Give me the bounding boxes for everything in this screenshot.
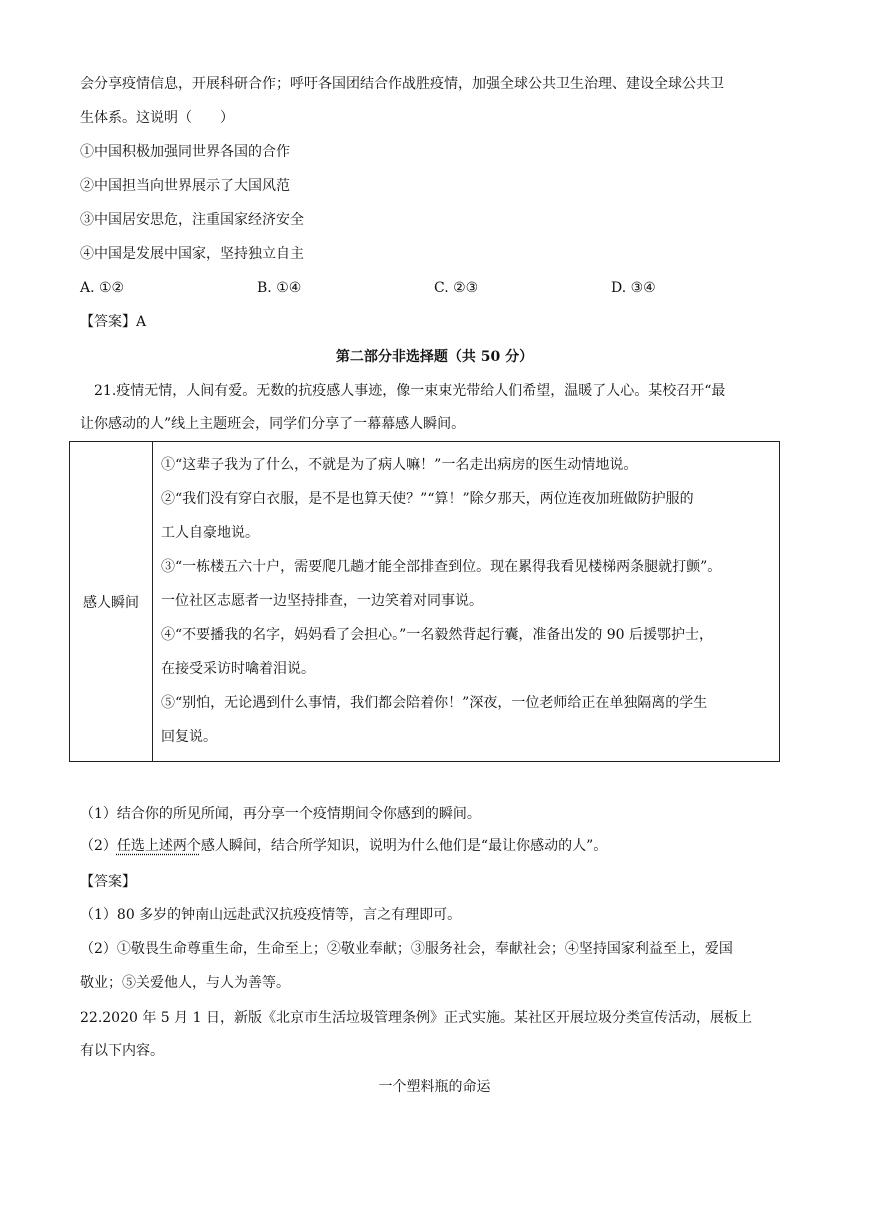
section-title: 第二部分非选择题（共 50 分） [335,349,534,365]
q20-answer: 【答案】A [80,314,147,330]
table-line: ③“一栋楼五六十户，需要爬几趟才能全部排查到位。现在累得我看见楼梯两条腿就打颤”。 [161,558,722,575]
q20-stem-line1: 会分享疫情信息，开展科研合作；呼吁各国团结合作战胜疫情，加强全球公共卫生治理、建设全球公共卫 [80,76,724,92]
q21-stem-line2: 让你感动的人”线上主题班会，同学们分享了一幕幕感人瞬间。 [80,416,466,432]
q21-sub2-prefix: （2） [80,838,117,854]
table-line: 回复说。 [161,728,217,745]
q20-option-d: D. ③④ [611,280,656,296]
table-line: ④“不要播我的名字，妈妈看了会担心。”一名毅然背起行囊，准备出发的 90 后援鄂护士， [161,626,714,643]
touching-moments-table [69,441,780,762]
table-content-cell [153,442,780,762]
q22-subtitle: 一个塑料瓶的命运 [378,1079,491,1095]
q21-sub2-rest: 感人瞬间，结合所学知识，说明为什么他们是“最让你感动的人”。 [200,838,608,854]
q20-option-b: B. ①④ [257,280,302,296]
table-line: ⑤“别怕，无论遇到什么事情，我们都会陪着你！”深夜，一位老师给正在单独隔离的学生 [161,694,708,711]
table-line: 一位社区志愿者一边坚持排查，一边笑着对同事说。 [161,592,483,609]
q21-sub2-emphasis: 任选上述两个 [116,838,201,854]
q21-stem-line1: 21.疫情无情，人间有爱。无数的抗疫感人事迹，像一束束光带给人们希望，温暖了人心。某校召开“最 [94,383,726,399]
q20-stem-line2: 生体系。这说明（ ） [80,110,234,126]
table-line: ②“我们没有穿白衣服，是不是也算天使？”“算！”除夕那天，两位连夜加班做防护服的 [161,490,694,507]
q21-answer-label: 【答案】 [80,874,136,890]
q20-option-a: A. ①② [80,280,125,296]
table-label-cell [70,442,153,762]
q21-answer-2-line1: （2）①敬畏生命尊重生命，生命至上；②敬业奉献；③服务社会，奉献社会；④坚持国家利益至上，爱国 [80,941,733,957]
q20-option-c: C. ②③ [434,280,479,296]
q21-answer-2-line2: 敬业；⑤关爱他人，与人为善等。 [80,975,290,991]
q21-sub1: （1）结合你的所见所闻，再分享一个疫情期间令你感到的瞬间。 [80,806,481,822]
q20-statement-4: ④中国是发展中国家，坚持独立自主 [80,246,304,262]
table-line: ①“这辈子我为了什么，不就是为了病人嘛！”一名走出病房的医生动情地说。 [161,456,638,473]
q22-stem-line2: 有以下内容。 [80,1043,164,1059]
q20-statement-3: ③中国居安思危，注重国家经济安全 [80,212,304,228]
q21-answer-1: （1）80 多岁的钟南山远赴武汉抗疫疫情等，言之有理即可。 [80,907,462,923]
table-line: 在接受采访时噙着泪说。 [161,660,315,677]
table-line: 工人自豪地说。 [161,524,259,541]
q22-stem-line1: 22.2020 年 5 月 1 日，新版《北京市生活垃圾管理条例》正式实施。某社区开展垃圾分类宣传活动，展板上 [80,1010,752,1026]
table-label: 感人瞬间 [83,594,139,611]
q20-statement-1: ①中国积极加强同世界各国的合作 [80,144,290,160]
q20-statement-2: ②中国担当向世界展示了大国风范 [80,178,290,194]
q21-sub2 [80,836,607,856]
